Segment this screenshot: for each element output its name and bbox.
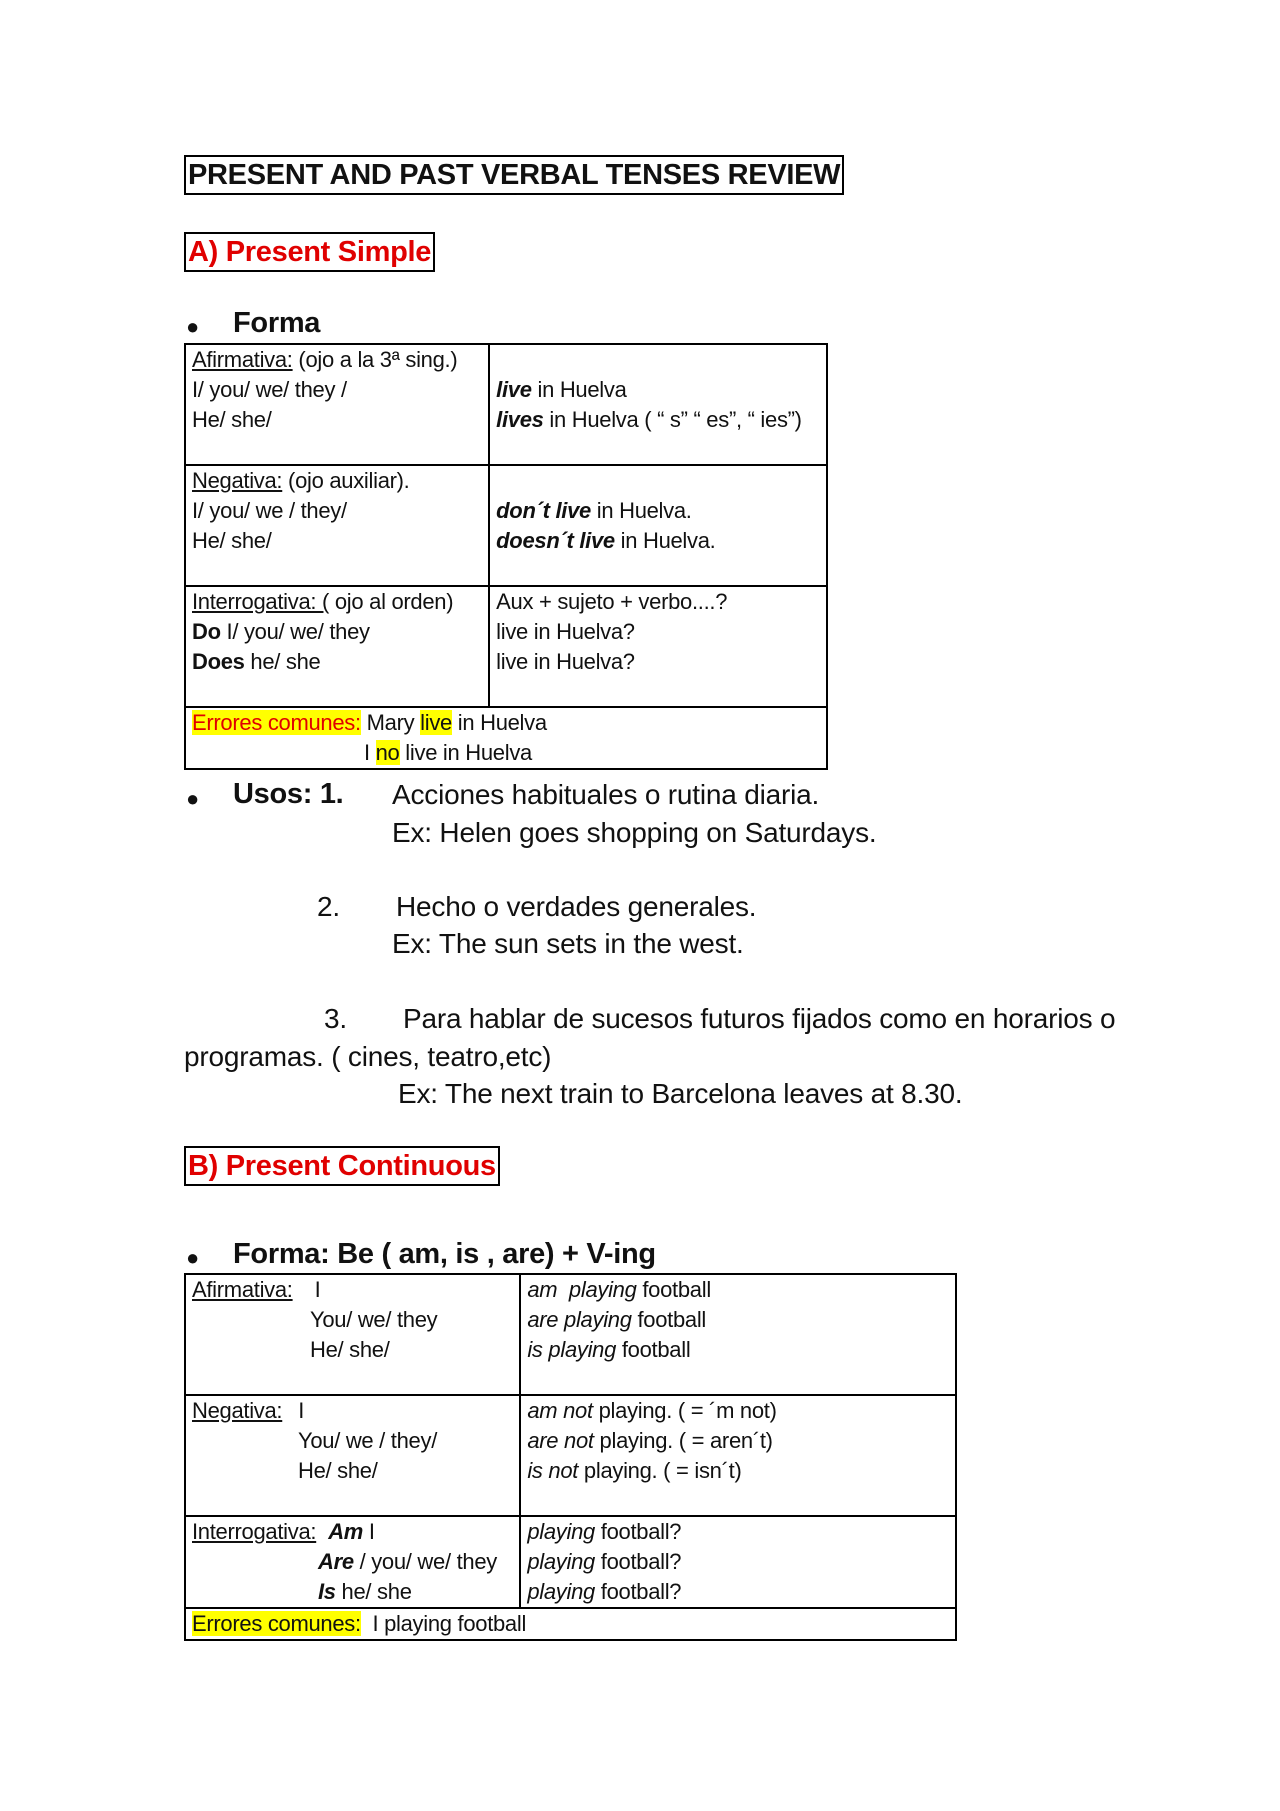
b-am: am	[527, 1277, 558, 1302]
b-negativa-label: Negativa:	[192, 1398, 283, 1423]
afirmativa-verb-cell	[489, 344, 827, 465]
negativa-verb-cell	[489, 465, 827, 586]
aux-does: Does	[192, 649, 245, 674]
interrogativa-verb-cell	[489, 586, 827, 707]
uso-2-text: Hecho o verdades generales.	[396, 891, 757, 922]
b-interrogativa-verb-cell	[520, 1516, 956, 1608]
uso-2-number: 2.	[317, 891, 340, 922]
interrogativa-subj2: he/ she	[244, 649, 321, 674]
verb-live: live	[496, 377, 532, 402]
b-errores-label: Errores comunes:	[192, 1611, 361, 1636]
b-errores-text: I playing football	[360, 1611, 527, 1636]
errores-line2-highlight: no	[375, 740, 400, 765]
b-interrogativa-label: Interrogativa:	[192, 1519, 317, 1544]
negativa-note: (ojo auxiliar).	[282, 468, 410, 493]
present-simple-table	[184, 343, 828, 770]
b-negativa-s1: I	[298, 1398, 305, 1423]
b-int-playing: playing	[527, 1519, 595, 1544]
b-afirmativa-verb-cell	[520, 1274, 956, 1395]
section-b-heading: B) Present Continuous	[184, 1146, 500, 1186]
table-row	[185, 1608, 956, 1640]
errores-line1-post: in Huelva	[451, 710, 547, 735]
verb-dont-live-rest: in Huelva.	[590, 498, 692, 523]
negativa-label: Negativa:	[192, 468, 283, 493]
verb-lives: lives	[496, 407, 544, 432]
b-playing: playing	[568, 1277, 637, 1302]
b-aux-is: Is	[318, 1579, 336, 1604]
errores-line2-pre: I	[364, 740, 376, 765]
b-are-playing: are playing	[527, 1307, 632, 1332]
afirmativa-subj1: I/ you/ we/ they /	[192, 377, 347, 402]
aux-do: Do	[192, 619, 221, 644]
uso-3-example: Ex: The next train to Barcelona leaves at 8.30.	[398, 1078, 963, 1109]
b-negativa-cell	[185, 1395, 520, 1516]
b-football: football	[616, 1337, 691, 1362]
table-row	[185, 1274, 956, 1395]
errores-line2-post: live in Huelva	[399, 740, 532, 765]
afirmativa-note: (ojo a la 3ª sing.)	[292, 347, 458, 372]
interrogativa-label: Interrogativa: (	[192, 589, 330, 614]
bullet-icon: ●	[186, 786, 200, 811]
b-afirmativa-cell	[185, 1274, 520, 1395]
table-row	[185, 344, 827, 465]
interrogativa-v2: live in Huelva?	[496, 649, 635, 674]
errores-cell	[185, 707, 827, 769]
forma-label-a: Forma	[233, 307, 321, 339]
verb-dont-live: don´t live	[496, 498, 591, 523]
table-row	[185, 707, 827, 769]
afirmativa-cell	[185, 344, 489, 465]
bullet-icon: ●	[186, 314, 200, 339]
negativa-subj1: I/ you/ we / they/	[192, 498, 347, 523]
table-row	[185, 1516, 956, 1608]
table-row	[185, 465, 827, 586]
verb-live-rest: in Huelva	[531, 377, 627, 402]
present-continuous-table	[184, 1273, 957, 1641]
bullet-icon: ●	[186, 1245, 200, 1270]
uso-1-example: Ex: Helen goes shopping on Saturdays.	[392, 817, 877, 848]
negativa-cell	[185, 465, 489, 586]
b-aux-am: Am	[328, 1519, 364, 1544]
errores-line1-highlight: live	[420, 710, 452, 735]
b-football: football	[631, 1307, 707, 1332]
b-int-s2: / you/ we/ they	[353, 1549, 497, 1574]
section-a-heading: A) Present Simple	[184, 232, 435, 272]
b-afirmativa-s2: You/ we/ they	[310, 1307, 438, 1332]
uso-2-example: Ex: The sun sets in the west.	[392, 928, 744, 959]
uso-3-text-cont: programas. ( cines, teatro,etc)	[184, 1041, 552, 1072]
afirmativa-subj2: He/ she/	[192, 407, 272, 432]
table-row	[185, 586, 827, 707]
negativa-subj2: He/ she/	[192, 528, 272, 553]
table-row	[185, 1395, 956, 1516]
uso-3-text: Para hablar de sucesos futuros fijados como en horarios o	[403, 1003, 1116, 1034]
interrogativa-formula: Aux + sujeto + verbo....?	[496, 589, 728, 614]
b-int-football: football?	[594, 1549, 682, 1574]
b-int-s1: I	[363, 1519, 375, 1544]
interrogativa-note: ojo al orden)	[329, 589, 454, 614]
verb-doesnt-live: doesn´t live	[496, 528, 615, 553]
interrogativa-cell	[185, 586, 489, 707]
uso-1-text: Acciones habituales o rutina diaria.	[392, 779, 820, 810]
b-int-football: football?	[594, 1579, 682, 1604]
uso-3-number: 3.	[324, 1003, 347, 1034]
verb-lives-rest: in Huelva ( “ s” “ es”, “ ies”)	[543, 407, 802, 432]
b-neg-rest: playing. ( = ´m not)	[592, 1398, 777, 1423]
forma-label-b: Forma: Be ( am, is , are) + V-ing	[233, 1238, 656, 1270]
b-are-not: are not	[527, 1428, 594, 1453]
page-title: PRESENT AND PAST VERBAL TENSES REVIEW	[184, 155, 844, 195]
b-interrogativa-cell	[185, 1516, 520, 1608]
afirmativa-label: Afirmativa:	[192, 347, 293, 372]
b-is-not: is not	[527, 1458, 579, 1483]
b-afirmativa-s1: I	[314, 1277, 321, 1302]
b-negativa-s3: He/ she/	[298, 1458, 378, 1483]
b-afirmativa-label: Afirmativa:	[192, 1277, 293, 1302]
b-int-playing: playing	[527, 1579, 595, 1604]
errores-label: Errores comunes:	[192, 710, 361, 735]
b-int-s3: he/ she	[335, 1579, 412, 1604]
b-neg-rest: playing. ( = aren´t)	[593, 1428, 773, 1453]
b-errores-cell	[185, 1608, 956, 1640]
b-int-football: football?	[594, 1519, 682, 1544]
b-negativa-s2: You/ we / they/	[298, 1428, 438, 1453]
b-am-not: am not	[527, 1398, 593, 1423]
interrogativa-v1: live in Huelva?	[496, 619, 635, 644]
interrogativa-subj1: I/ you/ we/ they	[220, 619, 370, 644]
b-negativa-verb-cell	[520, 1395, 956, 1516]
usos-label: Usos: 1.	[233, 778, 344, 810]
b-football: football	[636, 1277, 711, 1302]
errores-line1-pre: Mary	[360, 710, 421, 735]
b-neg-rest: playing. ( = isn´t)	[578, 1458, 742, 1483]
b-is-playing: is playing	[527, 1337, 617, 1362]
verb-doesnt-live-rest: in Huelva.	[614, 528, 716, 553]
b-int-playing: playing	[527, 1549, 595, 1574]
b-afirmativa-s3: He/ she/	[310, 1337, 390, 1362]
b-aux-are: Are	[318, 1549, 354, 1574]
